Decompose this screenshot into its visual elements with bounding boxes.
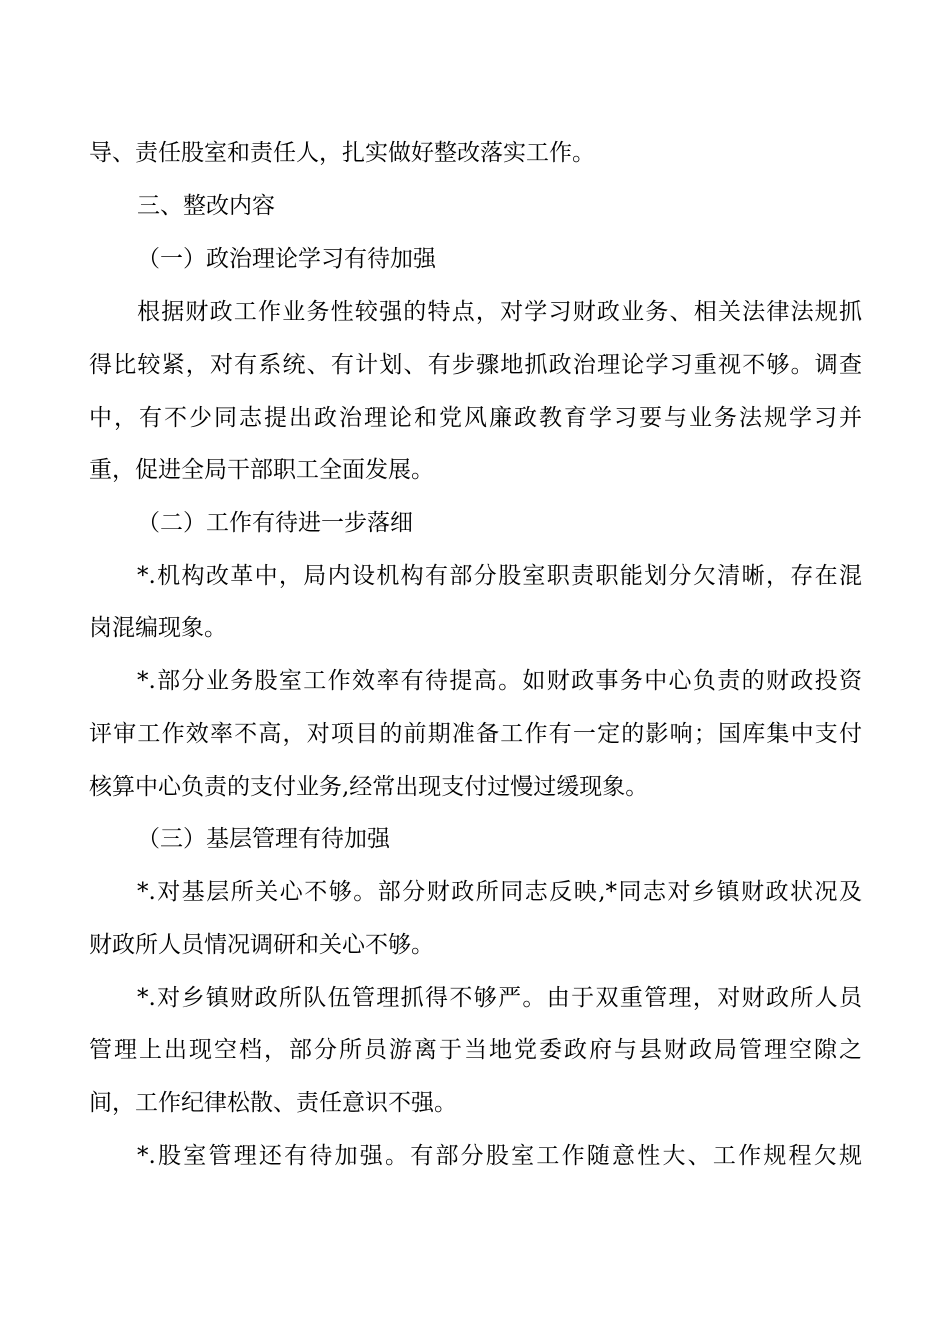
- paragraph-line: 重，促进全局干部职工全面发展。: [89, 457, 434, 483]
- paragraph-line: 核算中心负责的支付业务,经常出现支付过慢过缓现象。: [89, 774, 649, 800]
- paragraph-line: *.对乡镇财政所队伍管理抓得不够严。由于双重管理，对财政所人员: [137, 985, 862, 1011]
- paragraph-line: 财政所人员情况调研和关心不够。: [89, 932, 434, 958]
- paragraph-line: 根据财政工作业务性较强的特点，对学习财政业务、相关法律法规抓: [137, 299, 862, 325]
- paragraph-line: 中，有不少同志提出政治理论和党风廉政教育学习要与业务法规学习并: [89, 405, 862, 431]
- paragraph-line: *.机构改革中，局内设机构有部分股室职责职能划分欠清晰，存在混: [137, 563, 862, 589]
- paragraph-line: 评审工作效率不高，对项目的前期准备工作有一定的影响；国库集中支付: [89, 721, 862, 747]
- paragraph-line: *.部分业务股室工作效率有待提高。如财政事务中心负责的财政投资: [137, 668, 862, 694]
- paragraph-line: *.股室管理还有待加强。有部分股室工作随意性大、工作规程欠规: [137, 1143, 862, 1169]
- section-heading: 三、整改内容: [137, 193, 275, 219]
- subsection-heading: （三）基层管理有待加强: [137, 826, 390, 852]
- paragraph-line: 岗混编现象。: [89, 615, 227, 641]
- paragraph-line: *.对基层所关心不够。部分财政所同志反映,*同志对乡镇财政状况及: [137, 879, 862, 905]
- subsection-heading: （一）政治理论学习有待加强: [137, 246, 436, 272]
- subsection-heading: （二）工作有待进一步落细: [137, 510, 413, 536]
- paragraph-line: 得比较紧，对有系统、有计划、有步骤地抓政治理论学习重视不够。调查: [89, 352, 862, 378]
- paragraph-line: 管理上出现空档，部分所员游离于当地党委政府与县财政局管理空隙之: [89, 1037, 862, 1063]
- paragraph-line: 间，工作纪律松散、责任意识不强。: [89, 1090, 457, 1116]
- paragraph-line: 导、责任股室和责任人，扎实做好整改落实工作。: [89, 140, 595, 166]
